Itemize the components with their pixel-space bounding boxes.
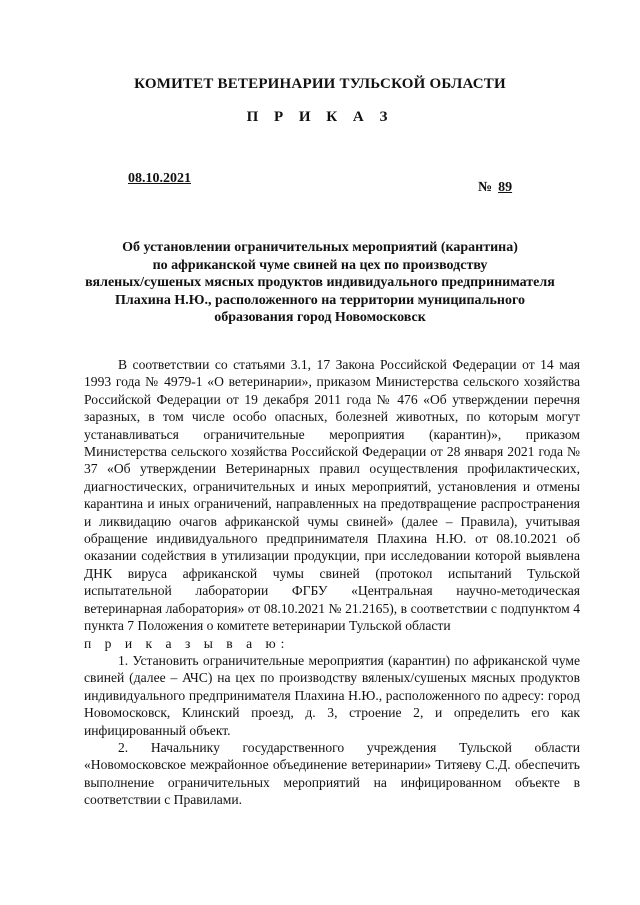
- number-sign: №: [478, 180, 493, 195]
- title-line: по африканской чуме свиней на цех по производству: [152, 257, 488, 273]
- title-line: образования город Новомосковск: [214, 310, 426, 325]
- organization-name: КОМИТЕТ ВЕТЕРИНАРИИ ТУЛЬСКОЙ ОБЛАСТИ: [134, 76, 506, 92]
- order-title: [70, 239, 570, 327]
- document-type: П Р И К А З: [246, 109, 394, 125]
- order-body: [84, 356, 580, 809]
- title-line: Плахина Н.Ю., расположенного на территории муниципального: [115, 292, 525, 308]
- order-word: п р и к а з ы в а ю:: [84, 635, 290, 651]
- order-date: 08.10.2021: [128, 171, 191, 186]
- title-line: Об установлении ограничительных мероприятий (карантина): [122, 240, 518, 255]
- order-number: [478, 180, 512, 196]
- title-line: вяленых/сушеных мясных продуктов индивидуального предпринимателя: [85, 275, 555, 290]
- number-value: 89: [498, 180, 513, 195]
- preamble-paragraph: В соответствии со статьями 3.1, 17 Закона Российской Федерации от 14 мая 1993 года № 4979-1 «О ветеринарии», приказом Министерства сельского хозяйства Российской Федерации от 19 декабря 2011 года № 476 «Об утверждении перечня заразных, в том числе особо опасных, болезней животных, по которым могут устанавливаться ограничительные мероприятия (карантин)», приказом Министерства сельского хозяйства Российской Федерации от 28 января 2021 года № 37 «Об утверждении Ветеринарных правил осуществления профилактических, диагностических, ограничительных и иных мероприятий, установления и отмены карантина и иных ограничений, направленных на предотвращение распространения и ликвидацию очагов африканской чумы свиней» (далее – Правила), учитывая обращение индивидуального предпринимателя Плахина Н.Ю. от 08.10.2021 об оказании содействия в утилизации продукции, при исследовании которой выявлена ДНК вируса африканской чумы свиней (протокол испытаний Тульской испытательной лаборатории ФГБУ «Центральная научно-методическая ветеринарная лаборатория» от 08.10.2021 № 21.2165), в соответствии с подпунктом 4 пункта 7 Положения о комитете ветеринарии Тульской области: [84, 357, 580, 634]
- order-item-2: 2. Начальнику государственного учреждения Тульской области «Новомосковское межрайонное объединение ветеринарии» Титяеву С.Д. обеспечить выполнение ограничительных мероприятий на инфицированном объекте в соответствии с Правилами.: [84, 739, 580, 808]
- order-item-1: 1. Установить ограничительные мероприятия (карантин) по африканской чуме свиней (далее – АЧС) на цех по производству вяленых/сушеных мясных продуктов индивидуального предпринимателя Плахина Н.Ю., расположенного по адресу: город Новомосковск, Клинский проезд, д. 3, строение 2, и определить его как инфицированный объект.: [84, 652, 580, 738]
